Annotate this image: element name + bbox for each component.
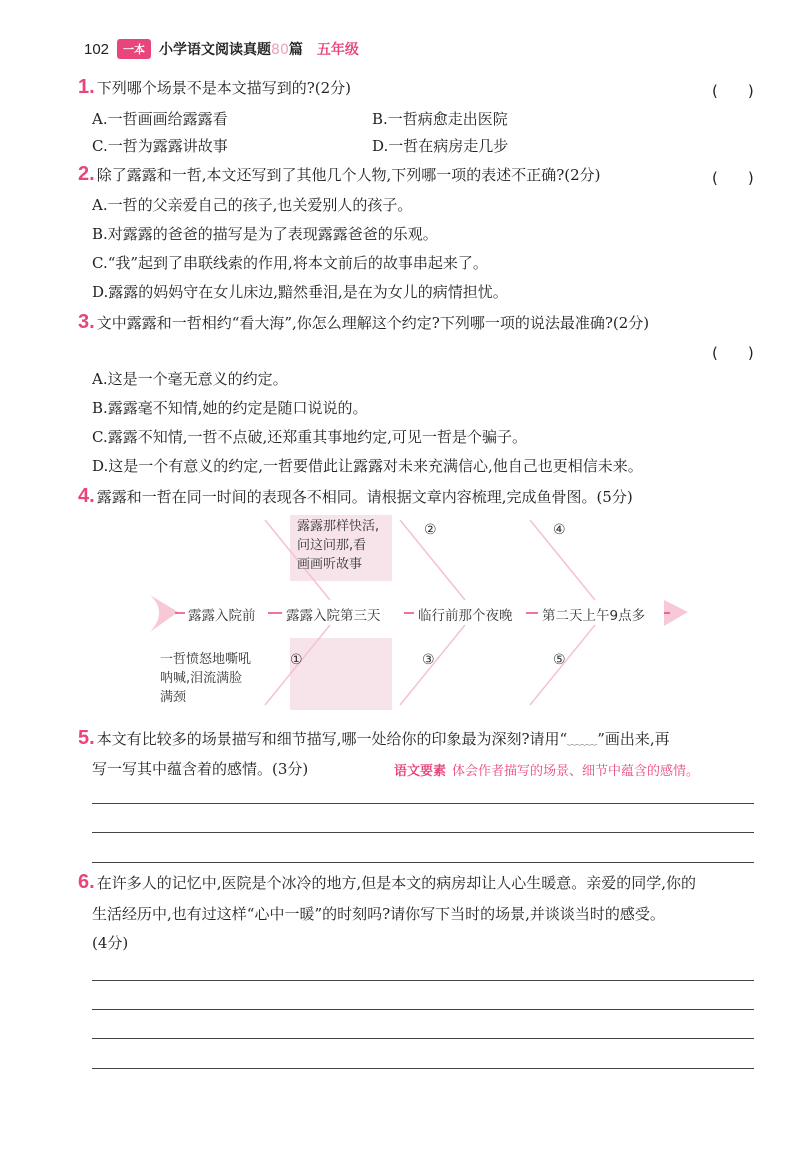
- wavy-underline-mark: ﹏﹏: [567, 730, 598, 748]
- blank-4[interactable]: ④: [553, 522, 566, 538]
- option-a: A.一哲画画给露露看: [92, 110, 228, 128]
- option-b: B.对露露的爸爸的描写是为了表现露露爸爸的乐观。: [92, 225, 438, 243]
- question-number: 3.: [78, 311, 95, 333]
- question-number: 1.: [78, 76, 95, 98]
- blank-5[interactable]: ⑤: [553, 652, 566, 668]
- fishbone-top-left: 露露那样快活, 问这问那,看 画画听故事: [297, 519, 380, 572]
- question-5-line2: 写一写其中蕴含着的感情。(3分): [92, 760, 309, 778]
- spine-label: 第二天上午9点多: [542, 608, 646, 624]
- option-a: A.这是一个毫无意义的约定。: [92, 370, 288, 388]
- question-6: 6. 在许多人的记忆中,医院是个冰冷的地方,但是本文的病房却让人心生暖意。亲爱的同学,你的: [78, 871, 696, 893]
- grade-label: 五年级: [316, 42, 359, 58]
- question-number: 4.: [78, 485, 95, 507]
- question-number: 5.: [78, 727, 95, 749]
- fishbone-panel: [290, 638, 392, 710]
- question-5: 5. 本文有比较多的场景描写和细节描写,哪一处给你的印象最为深刻?请用“﹏﹏”画出来,再: [78, 727, 670, 749]
- answer-bracket[interactable]: ( ): [712, 344, 754, 362]
- option-d: D.这是一个有意义的约定,一哲要借此让露露对未来充满信心,他自己也更相信未来。: [92, 457, 643, 475]
- question-stem: 文中露露和一哲相约“看大海”,你怎么理解这个约定?下列哪一项的说法最准确?(2分): [96, 314, 650, 332]
- option-b: B.一哲病愈走出医院: [372, 110, 508, 128]
- blank-1[interactable]: ①: [290, 652, 303, 668]
- answer-line[interactable]: [92, 803, 754, 804]
- question-stem: 下列哪个场景不是本文描写到的?(2分): [96, 79, 351, 97]
- question-6-line3: (4分): [92, 934, 129, 952]
- tip-text: 体会作者描写的场景、细节中蕴含的感情。: [452, 764, 700, 779]
- answer-line[interactable]: [92, 1038, 754, 1039]
- option-c: C.露露不知情,一哲不点破,还郑重其事地约定,可见一哲是个骗子。: [92, 428, 528, 446]
- blank-3[interactable]: ③: [422, 652, 435, 668]
- answer-bracket[interactable]: ( ): [712, 169, 754, 187]
- option-d: D.一哲在病房走几步: [372, 137, 509, 155]
- answer-line[interactable]: [92, 980, 754, 981]
- question-stem: 露露和一哲在同一时间的表现各不相同。请根据文章内容梳理,完成鱼骨图。(5分): [96, 488, 633, 506]
- answer-line[interactable]: [92, 832, 754, 833]
- option-c: C.“我”起到了串联线索的作用,将本文前后的故事串起来了。: [92, 254, 488, 272]
- blank-2[interactable]: ②: [424, 522, 437, 538]
- fish-tail-icon: [150, 595, 178, 632]
- spine-label: 露露入院第三天: [286, 608, 381, 624]
- brand-badge: 一本: [117, 39, 151, 59]
- question-number: 2.: [78, 163, 95, 185]
- language-element-tip: [394, 760, 699, 779]
- option-a: A.一哲的父亲爱自己的孩子,也关爱别人的孩子。: [92, 196, 413, 214]
- question-stem: 除了露露和一哲,本文还写到了其他几个人物,下列哪一项的表述不正确?(2分): [96, 166, 601, 184]
- spine-label: 露露入院前: [188, 608, 256, 624]
- option-c: C.一哲为露露讲故事: [92, 137, 228, 155]
- answer-bracket[interactable]: ( ): [712, 82, 754, 100]
- answer-line[interactable]: [92, 1068, 754, 1069]
- answer-line[interactable]: [92, 862, 754, 863]
- question-number: 6.: [78, 871, 95, 893]
- question-6-line2: 生活经历中,也有过这样“心中一暖”的时刻吗?请你写下当时的场景,并谈谈当时的感受。: [92, 905, 665, 923]
- answer-line[interactable]: [92, 1009, 754, 1010]
- option-d: D.露露的妈妈守在女儿床边,黯然垂泪,是在为女儿的病情担忧。: [92, 283, 508, 301]
- option-b: B.露露毫不知情,她的约定是随口说说的。: [92, 399, 368, 417]
- page-number: 102: [84, 40, 110, 58]
- spine-label: 临行前那个夜晚: [418, 608, 513, 624]
- tip-label: 语文要素: [394, 764, 447, 779]
- series-title: 小学语文阅读真题80篇: [159, 42, 303, 58]
- fishbone-bottom-left: 一哲愤怒地嘶吼 呐喊,泪流满脸 满颈: [160, 652, 252, 705]
